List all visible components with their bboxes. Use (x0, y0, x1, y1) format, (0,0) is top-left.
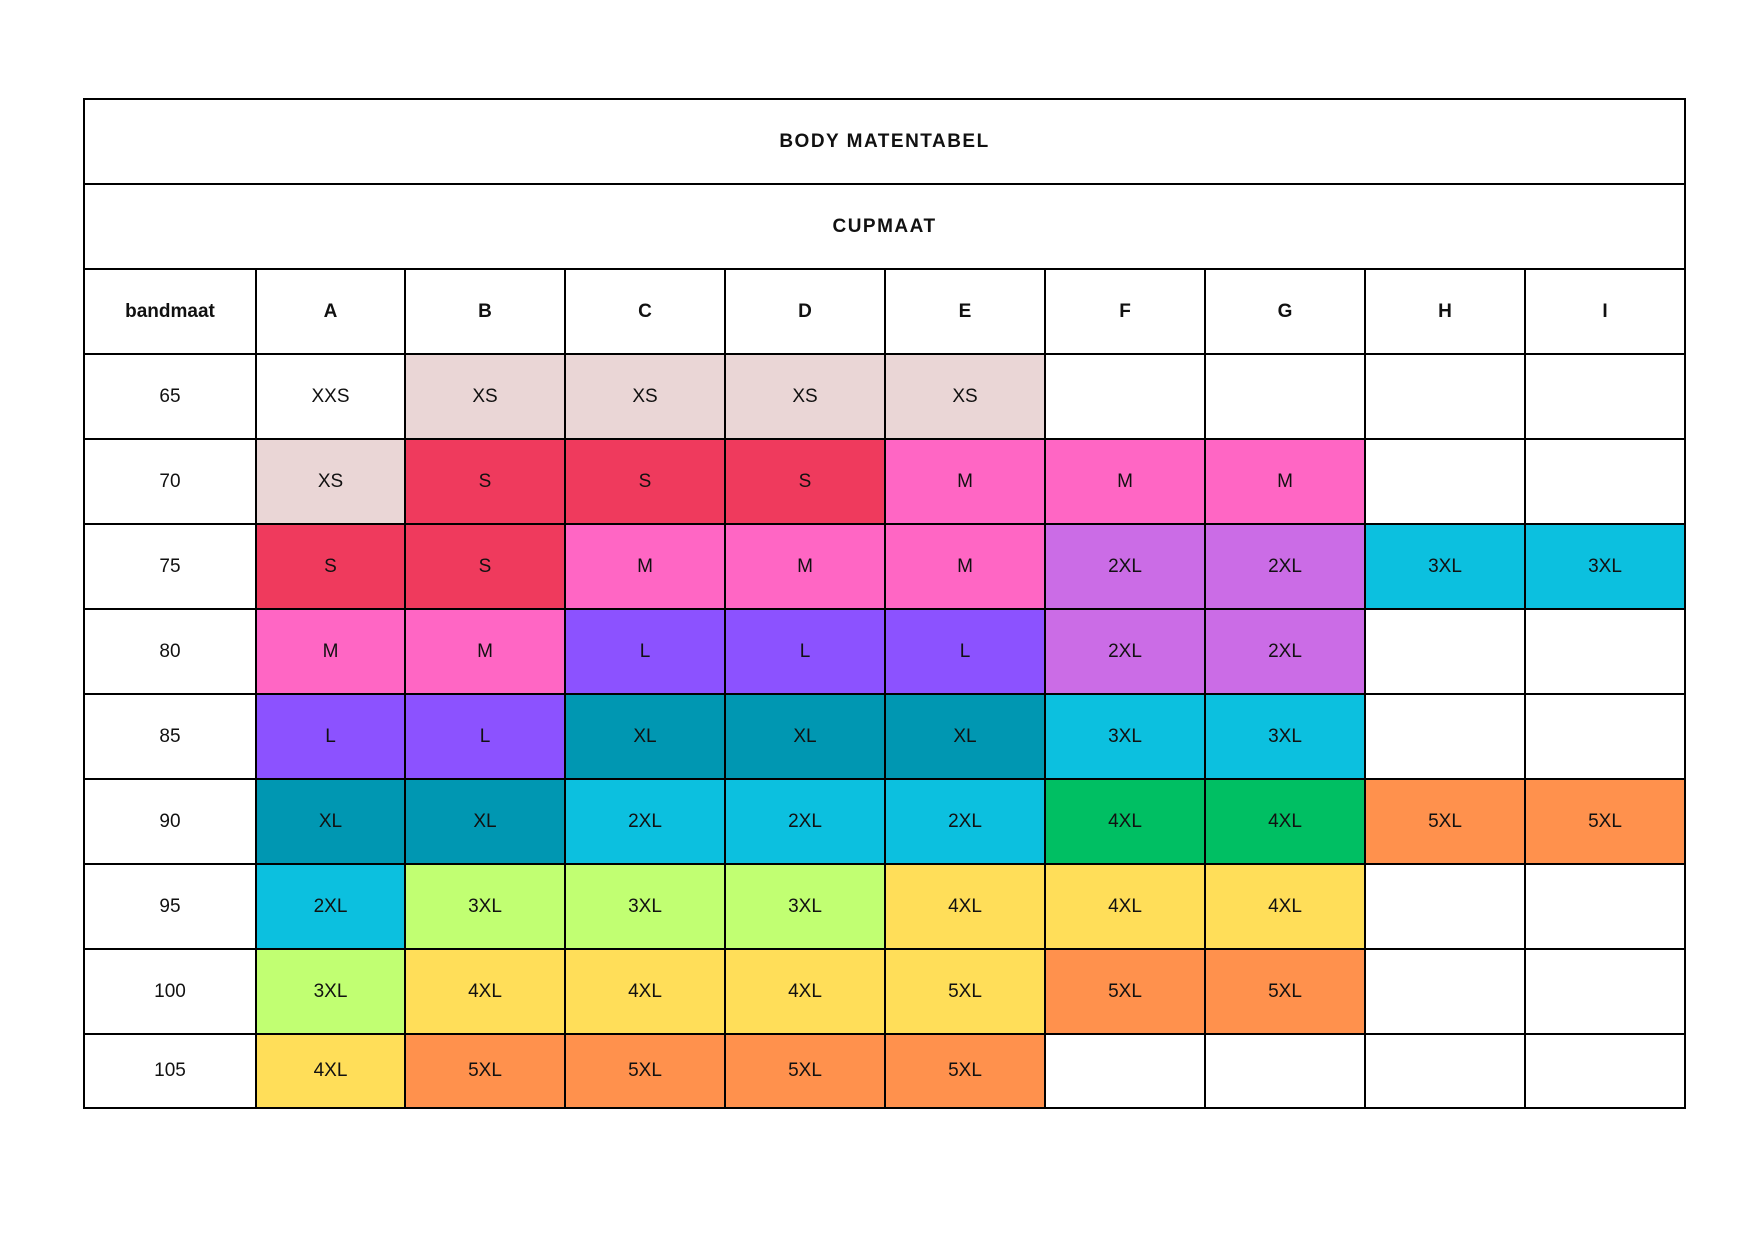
size-cell (1525, 949, 1685, 1034)
size-cell: 4XL (1205, 779, 1365, 864)
table-row (84, 354, 1685, 439)
size-cell (1525, 439, 1685, 524)
size-cell: 2XL (1045, 524, 1205, 609)
size-cell: 3XL (1205, 694, 1365, 779)
cup-header-i: I (1525, 269, 1685, 354)
size-cell: S (405, 439, 565, 524)
size-cell (1045, 354, 1205, 439)
size-cell: M (885, 439, 1045, 524)
size-cell (1365, 354, 1525, 439)
size-cell: 5XL (885, 949, 1045, 1034)
band-size-cell: 95 (84, 864, 256, 949)
size-cell: M (256, 609, 405, 694)
size-cell (1365, 1034, 1525, 1108)
cup-header-a: A (256, 269, 405, 354)
size-cell: 3XL (1045, 694, 1205, 779)
size-cell: 4XL (565, 949, 725, 1034)
band-size-cell: 65 (84, 354, 256, 439)
size-cell (1365, 439, 1525, 524)
band-size-cell: 90 (84, 779, 256, 864)
size-cell: 5XL (1045, 949, 1205, 1034)
table-row (84, 524, 1685, 609)
size-cell: 5XL (725, 1034, 885, 1108)
size-cell: XL (565, 694, 725, 779)
size-cell: S (565, 439, 725, 524)
size-cell: 4XL (405, 949, 565, 1034)
size-cell: L (885, 609, 1045, 694)
band-size-cell: 100 (84, 949, 256, 1034)
size-cell (1525, 864, 1685, 949)
size-cell: 5XL (405, 1034, 565, 1108)
cup-size-heading: CUPMAAT (84, 184, 1685, 269)
band-size-cell: 85 (84, 694, 256, 779)
size-cell: 2XL (725, 779, 885, 864)
size-cell: 3XL (1525, 524, 1685, 609)
band-size-cell: 80 (84, 609, 256, 694)
size-cell: XS (725, 354, 885, 439)
size-cell: 3XL (725, 864, 885, 949)
table-row (84, 779, 1685, 864)
size-cell: 4XL (1205, 864, 1365, 949)
size-cell: L (725, 609, 885, 694)
size-cell: 5XL (885, 1034, 1045, 1108)
size-cell: M (405, 609, 565, 694)
cup-header-e: E (885, 269, 1045, 354)
size-cell: XL (725, 694, 885, 779)
size-chart-table (83, 98, 1686, 1109)
cup-header-c: C (565, 269, 725, 354)
table-row (84, 609, 1685, 694)
table-row (84, 694, 1685, 779)
size-cell: M (1205, 439, 1365, 524)
subtitle-row (84, 184, 1685, 269)
size-cell: L (405, 694, 565, 779)
size-cell: 4XL (1045, 779, 1205, 864)
size-cell: XXS (256, 354, 405, 439)
size-cell: L (256, 694, 405, 779)
size-cell: XL (885, 694, 1045, 779)
size-cell (1365, 694, 1525, 779)
table-row (84, 949, 1685, 1034)
size-cell: S (405, 524, 565, 609)
size-cell: 4XL (256, 1034, 405, 1108)
size-cell: 5XL (565, 1034, 725, 1108)
size-cell: XS (256, 439, 405, 524)
cup-header-b: B (405, 269, 565, 354)
band-size-header: bandmaat (84, 269, 256, 354)
size-cell: 2XL (1045, 609, 1205, 694)
size-cell: S (725, 439, 885, 524)
size-cell: XL (405, 779, 565, 864)
size-cell: 2XL (1205, 524, 1365, 609)
header-row (84, 269, 1685, 354)
size-cell: L (565, 609, 725, 694)
size-cell: 2XL (565, 779, 725, 864)
size-cell: M (885, 524, 1045, 609)
size-cell: 3XL (1365, 524, 1525, 609)
size-cell: 3XL (565, 864, 725, 949)
size-cell (1365, 949, 1525, 1034)
size-cell: 4XL (1045, 864, 1205, 949)
size-cell (1365, 864, 1525, 949)
size-cell: 3XL (256, 949, 405, 1034)
size-cell: S (256, 524, 405, 609)
size-cell: 5XL (1365, 779, 1525, 864)
size-cell (1525, 694, 1685, 779)
cup-header-f: F (1045, 269, 1205, 354)
size-cell (1525, 354, 1685, 439)
size-cell: M (565, 524, 725, 609)
size-cell: XS (885, 354, 1045, 439)
size-cell: 2XL (885, 779, 1045, 864)
size-cell (1365, 609, 1525, 694)
size-cell: 2XL (1205, 609, 1365, 694)
size-cell (1205, 1034, 1365, 1108)
size-cell: XL (256, 779, 405, 864)
size-cell: 4XL (725, 949, 885, 1034)
size-cell: XS (565, 354, 725, 439)
table-title: BODY MATENTABEL (84, 99, 1685, 184)
size-cell (1525, 609, 1685, 694)
size-cell (1045, 1034, 1205, 1108)
size-cell: 4XL (885, 864, 1045, 949)
size-cell: 5XL (1525, 779, 1685, 864)
cup-header-g: G (1205, 269, 1365, 354)
cup-header-h: H (1365, 269, 1525, 354)
table-row (84, 864, 1685, 949)
band-size-cell: 105 (84, 1034, 256, 1108)
cup-header-d: D (725, 269, 885, 354)
size-cell: 5XL (1205, 949, 1365, 1034)
size-cell: 2XL (256, 864, 405, 949)
band-size-cell: 75 (84, 524, 256, 609)
size-cell: M (725, 524, 885, 609)
size-cell (1525, 1034, 1685, 1108)
title-row (84, 99, 1685, 184)
table-row (84, 1034, 1685, 1108)
size-cell: 3XL (405, 864, 565, 949)
band-size-cell: 70 (84, 439, 256, 524)
size-cell: M (1045, 439, 1205, 524)
size-cell (1205, 354, 1365, 439)
size-cell: XS (405, 354, 565, 439)
table-row (84, 439, 1685, 524)
